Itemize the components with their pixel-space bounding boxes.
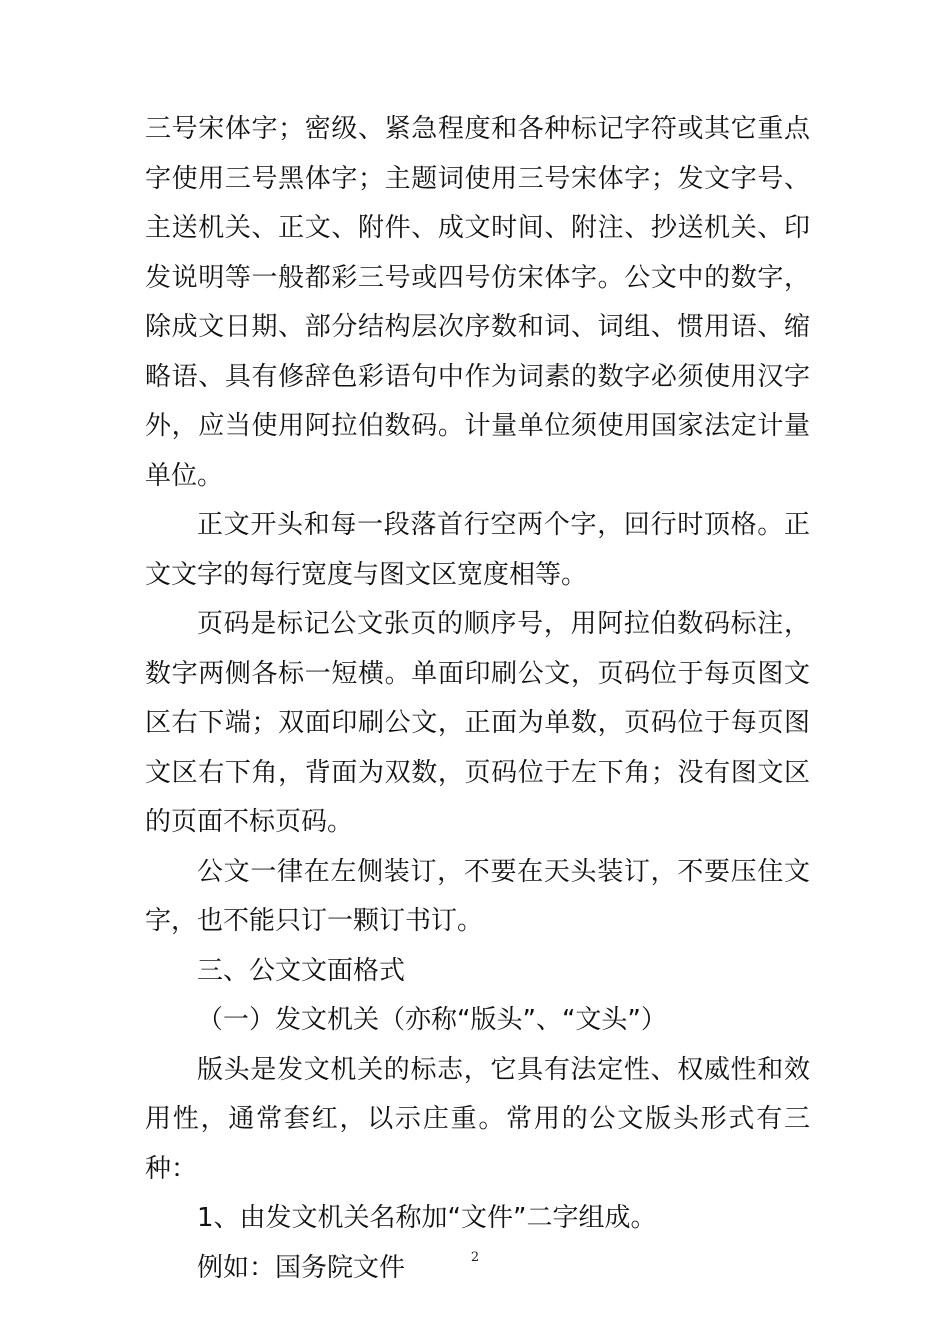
- section-heading: 三、公文文面格式: [197, 955, 406, 986]
- document-body: [145, 105, 810, 1293]
- page-number: 2: [470, 1250, 480, 1265]
- paragraph-page-numbering: 页码是标记公文张页的顺序号，用阿拉伯数码标注，数字两侧各标一短横。单面印刷公文，页码位于每页图文区右下端；双面印刷公文，正面为单数，页码位于每页图文区右下角，背面为双数，页码位于左下角；没有图文区的页面不标页码。: [145, 609, 810, 837]
- paragraph-indentation-rule: 正文开头和每一段落首行空两个字，回行时顶格。正文文字的每行宽度与图文区宽度相等。: [145, 510, 810, 590]
- paragraph-binding: 公文一律在左侧装订，不要在天头装订，不要压住文字，也不能只订一颗订书订。: [145, 856, 810, 936]
- subsection-heading: （一）发文机关（亦称“版头”、“文头”）: [197, 1005, 667, 1035]
- paragraph-font-usage: 三号宋体字；密级、紧急程度和各种标记字符或其它重点字使用三号黑体字；主题词使用三号宋体字；发文字号、主送机关、正文、附件、成文时间、附注、抄送机关、印发说明等一般都彩三号或四号仿宋体字。公文中的数字，除成文日期、部分结构层次序数和词、词组、惯用语、缩略语、具有修辞色彩语句中作为词素的数字必须使用汉字外，应当使用阿拉伯数码。计量单位须使用国家法定计量单位。: [145, 114, 810, 491]
- example-line: 例如：国务院文件: [197, 1252, 406, 1283]
- paragraph-letterhead: 版头是发文机关的标志，它具有法定性、权威性和效用性，通常套红，以示庄重。常用的公文版头形式有三种：: [145, 1054, 810, 1184]
- list-item-letterhead-form: 1、由发文机关名称加“文件”二字组成。: [197, 1203, 657, 1233]
